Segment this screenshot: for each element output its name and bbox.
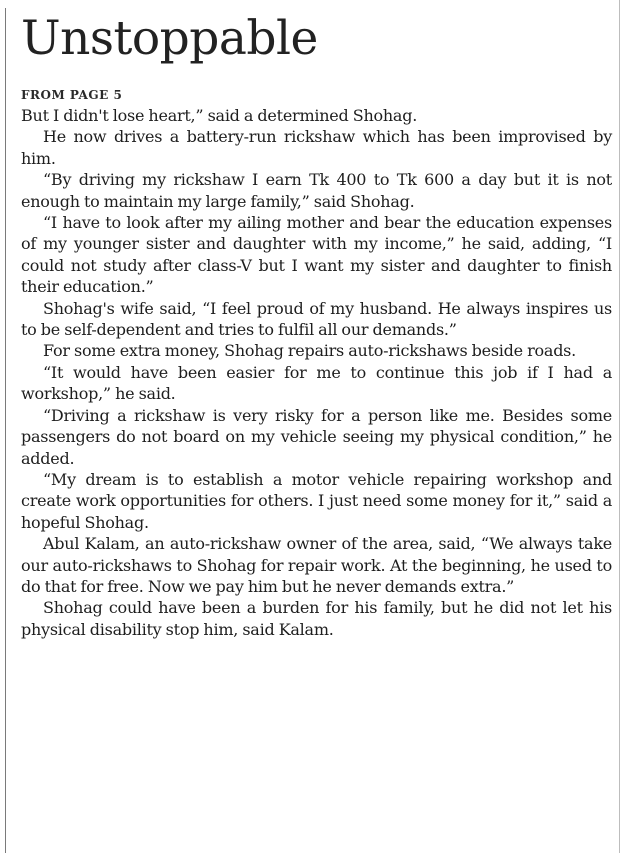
headline: Unstoppable [21, 11, 318, 66]
paragraph: But I didn't lose heart,” said a determined Shohag. [21, 106, 418, 125]
column-rule-left [5, 8, 6, 853]
paragraph: “My dream is to establish a motor vehicle repairing workshop and create work opportunities for others. I just need some money for it,” said a hopeful Shohag. [21, 469, 612, 532]
paragraph: “I have to look after my ailing mother and bear the education expenses of my younger sister and daughter with my income,” he said, adding, “I could not study after class-V but I want my sister and daughter to finish their education.” [21, 213, 612, 297]
paragraph: Shohag could have been a burden for his family, but he did not let his physical disability stop him, said Kalam. [21, 598, 612, 639]
jump-line: FROM PAGE 5 [21, 88, 123, 102]
paragraph: “By driving my rickshaw I earn Tk 400 to Tk 600 a day but it is not enough to maintain my large family,” said Shohag. [21, 170, 612, 211]
paragraph: He now drives a battery-run rickshaw which has been improvised by him. [21, 127, 612, 168]
paragraph: For some extra money, Shohag repairs auto-rickshaws beside roads. [43, 341, 576, 361]
paragraph: “It would have been easier for me to continue this job if I had a workshop,” he said. [21, 362, 612, 404]
article-column [21, 0, 612, 640]
article-body [21, 105, 612, 640]
paragraph: Abul Kalam, an auto-rickshaw owner of the area, said, “We always take our auto-rickshaws to Shohag for repair work. At the beginning, he used to do that for free. Now we pay him but he never demands extra.” [21, 534, 612, 596]
column-rule-right [619, 0, 620, 853]
paragraph: “Driving a rickshaw is very risky for a person like me. Besides some passengers do not board on my vehicle seeing my physical condition,” he added. [21, 405, 612, 468]
paragraph: Shohag's wife said, “I feel proud of my husband. He always inspires us to be self-dependent and tries to fulfil all our demands.” [21, 298, 612, 340]
